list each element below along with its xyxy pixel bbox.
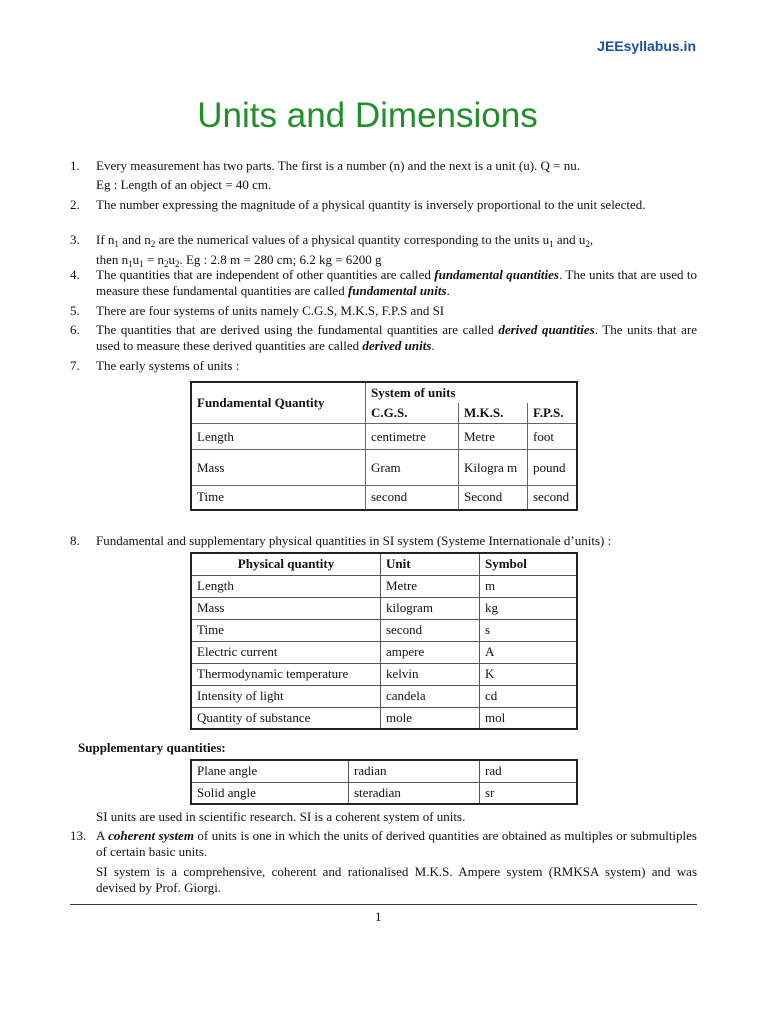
table-row: Plane angle radian rad xyxy=(191,760,577,782)
table-row: Electric current ampere A xyxy=(191,641,577,663)
column-header: C.G.S. xyxy=(366,403,459,424)
column-header: System of units xyxy=(366,382,578,403)
table-row: Time second s xyxy=(191,619,577,641)
site-watermark: JEEsyllabus.in xyxy=(597,38,696,54)
page-title: Units and Dimensions xyxy=(197,96,538,135)
column-header: Physical quantity xyxy=(191,553,381,575)
table-header-row xyxy=(191,553,577,575)
supplementary-heading: Supplementary quantities: xyxy=(78,740,226,755)
column-header: M.K.S. xyxy=(459,403,528,424)
column-header: F.P.S. xyxy=(528,403,578,424)
footer-divider xyxy=(70,904,697,905)
table-row: Length Metre m xyxy=(191,575,577,597)
column-header: Fundamental Quantity xyxy=(191,382,366,424)
column-header: Symbol xyxy=(480,553,578,575)
table-row: Intensity of light candela cd xyxy=(191,685,577,707)
table-row: Length centimetre Metre foot xyxy=(191,424,577,450)
table-row: Solid angle steradian sr xyxy=(191,782,577,804)
table-row: Time second Second second xyxy=(191,486,577,510)
table-row: Mass Gram Kilogra m pound xyxy=(191,450,577,486)
table-row: Thermodynamic temperature kelvin K xyxy=(191,663,577,685)
si-quantities-table xyxy=(190,552,578,730)
column-header: Unit xyxy=(381,553,480,575)
supplementary-table xyxy=(190,759,578,805)
page-number: 1 xyxy=(375,909,382,924)
table-row: Mass kilogram kg xyxy=(191,597,577,619)
early-systems-table xyxy=(190,381,578,511)
table-header-row xyxy=(191,382,577,403)
table-row: Quantity of substance mole mol xyxy=(191,707,577,729)
